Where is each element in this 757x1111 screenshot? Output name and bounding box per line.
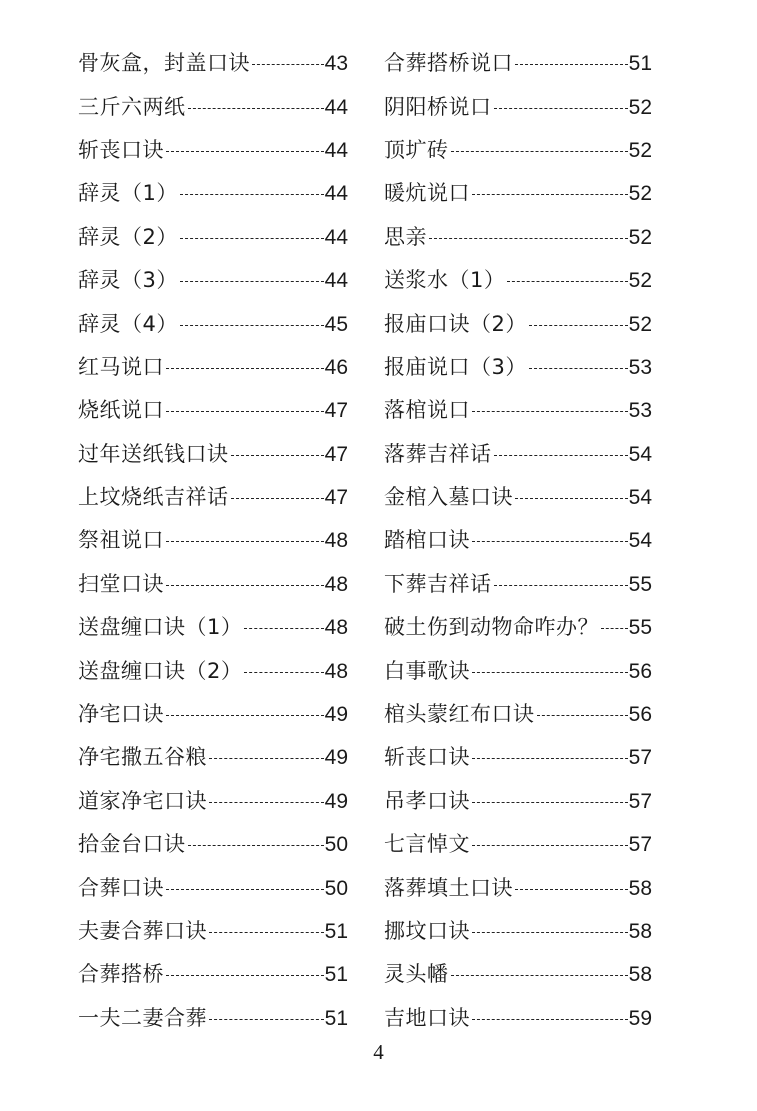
toc-entry [78, 346, 348, 389]
toc-entry-page: 56 [628, 659, 652, 683]
toc-entry [78, 259, 348, 302]
toc-entry-page: 50 [324, 876, 348, 900]
toc-leader-dashes [180, 238, 324, 239]
toc-entry-title: 骨灰盒，封盖口诀 [78, 51, 250, 76]
toc-entry-page: 52 [628, 182, 652, 206]
toc-entry-page: 44 [324, 182, 348, 206]
toc-entry-title: 净宅撒五谷粮 [78, 745, 207, 770]
toc-entry-title: 破土伤到动物命咋办？ [384, 615, 599, 640]
toc-entry-title: 送盘缠口诀（2） [78, 658, 243, 683]
toc-leader-dashes [529, 325, 628, 326]
toc-entry [78, 129, 348, 172]
toc-entry-page: 44 [324, 269, 348, 293]
toc-leader-dashes [472, 672, 628, 673]
toc-entry [384, 606, 652, 649]
toc-entry [78, 736, 348, 779]
toc-entry [384, 563, 652, 606]
toc-entry-title: 合葬口诀 [78, 875, 164, 900]
toc-leader-dashes [166, 368, 324, 369]
toc-entry [384, 866, 652, 909]
toc-entry-page: 47 [324, 486, 348, 510]
toc-entry-page: 52 [628, 225, 652, 249]
toc-entry [384, 910, 652, 953]
toc-entry [78, 85, 348, 128]
toc-entry-page: 59 [628, 1006, 652, 1030]
toc-leader-dashes [244, 672, 323, 673]
toc-entry [78, 519, 348, 562]
toc-entry-title: 思亲 [384, 224, 427, 249]
toc-leader-dashes [515, 64, 628, 65]
toc-entry-page: 44 [324, 95, 348, 119]
toc-leader-dashes [180, 194, 324, 195]
toc-entry-page: 43 [324, 52, 348, 76]
toc-entry [78, 780, 348, 823]
toc-entry-page: 48 [324, 659, 348, 683]
toc-entry [78, 302, 348, 345]
toc-entry [384, 823, 652, 866]
toc-entry-title: 三斤六两纸 [78, 94, 186, 119]
toc-entry [78, 389, 348, 432]
toc-entry-page: 44 [324, 225, 348, 249]
toc-entry-title: 送浆水（1） [384, 268, 506, 293]
toc-leader-dashes [515, 889, 628, 890]
toc-entry-page: 54 [628, 529, 652, 553]
toc-entry-title: 吊孝口诀 [384, 788, 470, 813]
toc-leader-dashes [166, 715, 324, 716]
toc-entry [78, 216, 348, 259]
toc-entry-page: 54 [628, 486, 652, 510]
toc-entry-title: 道家净宅口诀 [78, 788, 207, 813]
toc-entry-page: 48 [324, 529, 348, 553]
toc-entry [78, 997, 348, 1040]
toc-left-column [78, 42, 348, 1040]
toc-leader-dashes [209, 758, 324, 759]
toc-entry-page: 51 [324, 963, 348, 987]
toc-entry [78, 649, 348, 692]
toc-leader-dashes [472, 194, 628, 195]
toc-entry [384, 85, 652, 128]
toc-leader-dashes [166, 585, 324, 586]
toc-leader-dashes [472, 411, 628, 412]
toc-leader-dashes [188, 845, 324, 846]
toc-leader-dashes [180, 281, 324, 282]
toc-leader-dashes [472, 932, 628, 933]
toc-entry-page: 56 [628, 703, 652, 727]
toc-leader-dashes [166, 411, 324, 412]
toc-leader-dashes [472, 845, 628, 846]
toc-entry [384, 172, 652, 215]
toc-entry-title: 报庙说口（3） [384, 354, 527, 379]
toc-entry-title: 上坟烧纸吉祥话 [78, 485, 229, 510]
toc-entry [384, 736, 652, 779]
toc-leader-dashes [252, 64, 324, 65]
toc-entry-title: 烧纸说口 [78, 398, 164, 423]
toc-entry [384, 693, 652, 736]
toc-leader-dashes [494, 455, 628, 456]
toc-leader-dashes [188, 108, 324, 109]
toc-leader-dashes [494, 108, 628, 109]
toc-entry-page: 55 [628, 572, 652, 596]
toc-entry-title: 暖炕说口 [384, 181, 470, 206]
toc-leader-dashes [209, 802, 324, 803]
toc-leader-dashes [231, 455, 324, 456]
toc-entry [78, 693, 348, 736]
toc-entry-page: 58 [628, 876, 652, 900]
toc-entry-page: 51 [628, 52, 652, 76]
toc-entry-title: 落葬吉祥话 [384, 441, 492, 466]
toc-entry-title: 合葬搭桥说口 [384, 51, 513, 76]
toc-entry-page: 47 [324, 442, 348, 466]
toc-entry [78, 606, 348, 649]
toc-entry-page: 50 [324, 833, 348, 857]
toc-entry-title: 挪坟口诀 [384, 919, 470, 943]
toc-entry [384, 389, 652, 432]
toc-entry-page: 47 [324, 399, 348, 423]
toc-entry-page: 52 [628, 269, 652, 293]
toc-leader-dashes [515, 498, 628, 499]
toc-entry [78, 563, 348, 606]
toc-entry-page: 57 [628, 746, 652, 770]
toc-leader-dashes [472, 541, 628, 542]
toc-leader-dashes [166, 541, 324, 542]
toc-entry-page: 48 [324, 616, 348, 640]
toc-entry [384, 42, 652, 85]
toc-leader-dashes [231, 498, 324, 499]
toc-entry [78, 433, 348, 476]
toc-leader-dashes [537, 715, 628, 716]
toc-entry-title: 七言悼文 [384, 832, 470, 857]
toc-entry-title: 祭祖说口 [78, 528, 164, 553]
page-number: 4 [373, 1040, 384, 1064]
toc-entry [384, 433, 652, 476]
toc-entry-title: 白事歌诀 [384, 658, 470, 683]
toc-entry [384, 780, 652, 823]
toc-entry-page: 57 [628, 789, 652, 813]
toc-entry-page: 57 [628, 833, 652, 857]
toc-entry-title: 踏棺口诀 [384, 528, 470, 553]
toc-leader-dashes [244, 628, 323, 629]
toc-entry-page: 46 [324, 355, 348, 379]
toc-leader-dashes [166, 975, 324, 976]
toc-entry [78, 910, 348, 953]
toc-entry-title: 红马说口 [78, 354, 164, 379]
toc-entry [384, 519, 652, 562]
toc-leader-dashes [166, 889, 324, 890]
toc-entry-title: 辞灵（2） [78, 224, 178, 249]
toc-entry [384, 997, 652, 1040]
toc-entry-page: 51 [324, 920, 348, 943]
toc-entry-page: 49 [324, 789, 348, 813]
toc-entry [78, 953, 348, 996]
toc-entry [384, 476, 652, 519]
toc-entry [384, 346, 652, 389]
toc-entry [384, 953, 652, 996]
toc-entry-page: 54 [628, 442, 652, 466]
toc-entry [384, 259, 652, 302]
toc-entry-title: 辞灵（1） [78, 181, 178, 206]
toc-entry [78, 823, 348, 866]
toc-leader-dashes [494, 585, 628, 586]
toc-leader-dashes [451, 151, 628, 152]
toc-entry [78, 172, 348, 215]
toc-entry-title: 送盘缠口诀（1） [78, 615, 243, 640]
toc-entry-page: 45 [324, 312, 348, 336]
toc-entry-title: 斩丧口诀 [78, 137, 164, 162]
toc-entry-title: 报庙口诀（2） [384, 311, 527, 336]
toc-leader-dashes [601, 628, 628, 629]
toc-entry-title: 棺头蒙红布口诀 [384, 702, 535, 727]
toc-leader-dashes [209, 1019, 324, 1020]
toc-entry-page: 48 [324, 572, 348, 596]
toc-leader-dashes [472, 758, 628, 759]
toc-entry-title: 落棺说口 [384, 398, 470, 423]
toc-leader-dashes [529, 368, 628, 369]
toc-entry-title: 合葬搭桥 [78, 962, 164, 987]
toc-entry-title: 扫堂口诀 [78, 571, 164, 596]
toc-leader-dashes [166, 151, 324, 152]
toc-leader-dashes [472, 1019, 628, 1020]
toc-entry [78, 42, 348, 85]
toc-leader-dashes [507, 281, 627, 282]
toc-entry [78, 476, 348, 519]
toc-entry [78, 866, 348, 909]
toc-leader-dashes [451, 975, 628, 976]
toc-entry-page: 58 [628, 920, 652, 943]
toc-entry-page: 44 [324, 138, 348, 162]
toc-entry-page: 58 [628, 963, 652, 987]
toc-entry-page: 52 [628, 312, 652, 336]
toc-entry-page: 51 [324, 1006, 348, 1030]
toc-entry [384, 649, 652, 692]
toc-entry-title: 一夫二妻合葬 [78, 1005, 207, 1030]
toc-entry-title: 拾金台口诀 [78, 832, 186, 857]
toc-entry-title: 金棺入墓口诀 [384, 485, 513, 510]
toc-entry-title: 顶圹砖 [384, 137, 449, 162]
toc-entry [384, 302, 652, 345]
toc-entry-page: 53 [628, 399, 652, 423]
toc-leader-dashes [472, 802, 628, 803]
toc-entry-title: 斩丧口诀 [384, 745, 470, 770]
toc-right-column [384, 42, 652, 1040]
toc-entry-title: 过年送纸钱口诀 [78, 441, 229, 466]
toc-entry-page: 55 [628, 616, 652, 640]
toc-entry-title: 下葬吉祥话 [384, 571, 492, 596]
toc-leader-dashes [180, 325, 324, 326]
toc-entry-title: 吉地口诀 [384, 1005, 470, 1030]
toc-entry-title: 夫妻合葬口诀 [78, 919, 207, 943]
toc-leader-dashes [429, 238, 628, 239]
toc-entry-page: 53 [628, 355, 652, 379]
toc-entry-page: 49 [324, 746, 348, 770]
toc-entry [384, 216, 652, 259]
toc-entry-page: 52 [628, 138, 652, 162]
toc-entry-title: 辞灵（4） [78, 311, 178, 336]
toc-entry-title: 辞灵（3） [78, 268, 178, 293]
toc-entry [384, 129, 652, 172]
toc-leader-dashes [209, 932, 324, 933]
toc-entry-title: 灵头幡 [384, 962, 449, 987]
toc-entry-page: 49 [324, 703, 348, 727]
toc-entry-title: 净宅口诀 [78, 702, 164, 727]
toc-entry-title: 阴阳桥说口 [384, 94, 492, 119]
toc-entry-title: 落葬填土口诀 [384, 875, 513, 900]
toc-entry-page: 52 [628, 95, 652, 119]
